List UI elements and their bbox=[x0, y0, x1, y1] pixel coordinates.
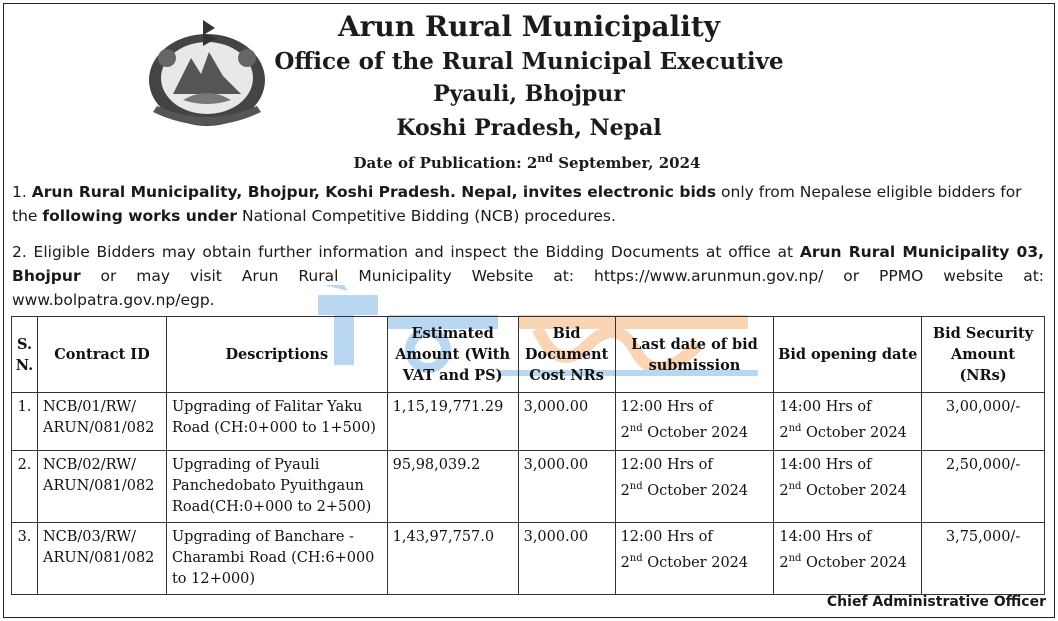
cell-description: Upgrading of Falitar Yaku Road (CH:0+000 to 1+500) bbox=[166, 393, 387, 451]
cell-contract-id: NCB/02/RW/ ARUN/081/082 bbox=[37, 451, 166, 523]
paragraph-2: 2. Eligible Bidders may obtain further information and inspect the Bidding Documents at office at Arun Rural Municipality 03, Bhojpur or may visit Arun Rural Municipality Website at: https://www.arunmun.gov.np/ or PPMO website at: www.bolpatra.gov.np/egp. bbox=[12, 243, 1044, 309]
cell-amount: 1,15,19,771.29 bbox=[387, 393, 518, 451]
cell-last-date: 12:00 Hrs of 2nd October 2024 bbox=[615, 451, 774, 523]
header-descriptions: Descriptions bbox=[166, 317, 387, 393]
header-sn: S. N. bbox=[12, 317, 38, 393]
cell-doc-cost: 3,000.00 bbox=[518, 393, 615, 451]
cell-amount: 1,43,97,757.0 bbox=[387, 523, 518, 595]
cell-opening-date: 14:00 Hrs of 2nd October 2024 bbox=[774, 451, 922, 523]
cell-amount: 95,98,039.2 bbox=[387, 451, 518, 523]
cell-doc-cost: 3,000.00 bbox=[518, 523, 615, 595]
cell-description: Upgrading of Pyauli Panchedobato Pyuithgaun Road(CH:0+000 to 2+500) bbox=[166, 451, 387, 523]
cell-contract-id: NCB/03/RW/ ARUN/081/082 bbox=[37, 523, 166, 595]
cell-opening-date: 14:00 Hrs of 2nd October 2024 bbox=[774, 523, 922, 595]
header-contract-id: Contract ID bbox=[37, 317, 166, 393]
cell-security: 3,00,000/- bbox=[922, 393, 1045, 451]
cell-sn: 3. bbox=[12, 523, 38, 595]
header-opening-date: Bid opening date bbox=[774, 317, 922, 393]
cell-doc-cost: 3,000.00 bbox=[518, 451, 615, 523]
table-header-row bbox=[12, 317, 1045, 393]
table-row bbox=[12, 523, 1045, 595]
table-row bbox=[12, 393, 1045, 451]
paragraph-1: 1. Arun Rural Municipality, Bhojpur, Koshi Pradesh. Nepal, invites electronic bids only from Nepalese eligible bidders for the following works under National Competitive Bidding (NCB) procedures. bbox=[12, 183, 1022, 225]
bids-table bbox=[11, 316, 1045, 595]
location-title: Pyauli, Bhojpur bbox=[433, 81, 625, 107]
header-last-date: Last date of bid submission bbox=[615, 317, 774, 393]
cell-last-date: 12:00 Hrs of 2nd October 2024 bbox=[615, 523, 774, 595]
municipality-title: Arun Rural Municipality bbox=[337, 10, 721, 43]
publication-date: Date of Publication: 2nd September, 2024 bbox=[353, 152, 701, 172]
cell-security: 3,75,000/- bbox=[922, 523, 1045, 595]
cell-opening-date: 14:00 Hrs of 2nd October 2024 bbox=[774, 393, 922, 451]
cell-security: 2,50,000/- bbox=[922, 451, 1045, 523]
cell-description: Upgrading of Banchare - Charambi Road (CH:6+000 to 12+000) bbox=[166, 523, 387, 595]
signature-title: Chief Administrative Officer bbox=[826, 594, 1046, 610]
header-doc-cost: Bid Document Cost NRs bbox=[518, 317, 615, 393]
office-title: Office of the Rural Municipal Executive bbox=[274, 48, 784, 75]
cell-sn: 2. bbox=[12, 451, 38, 523]
cell-contract-id: NCB/01/RW/ ARUN/081/082 bbox=[37, 393, 166, 451]
table-row bbox=[12, 451, 1045, 523]
header-estimated-amount: Estimated Amount (With VAT and PS) bbox=[387, 317, 518, 393]
cell-last-date: 12:00 Hrs of 2nd October 2024 bbox=[615, 393, 774, 451]
province-title: Koshi Pradesh, Nepal bbox=[396, 115, 662, 141]
cell-sn: 1. bbox=[12, 393, 38, 451]
header-bid-security: Bid Security Amount (NRs) bbox=[922, 317, 1045, 393]
